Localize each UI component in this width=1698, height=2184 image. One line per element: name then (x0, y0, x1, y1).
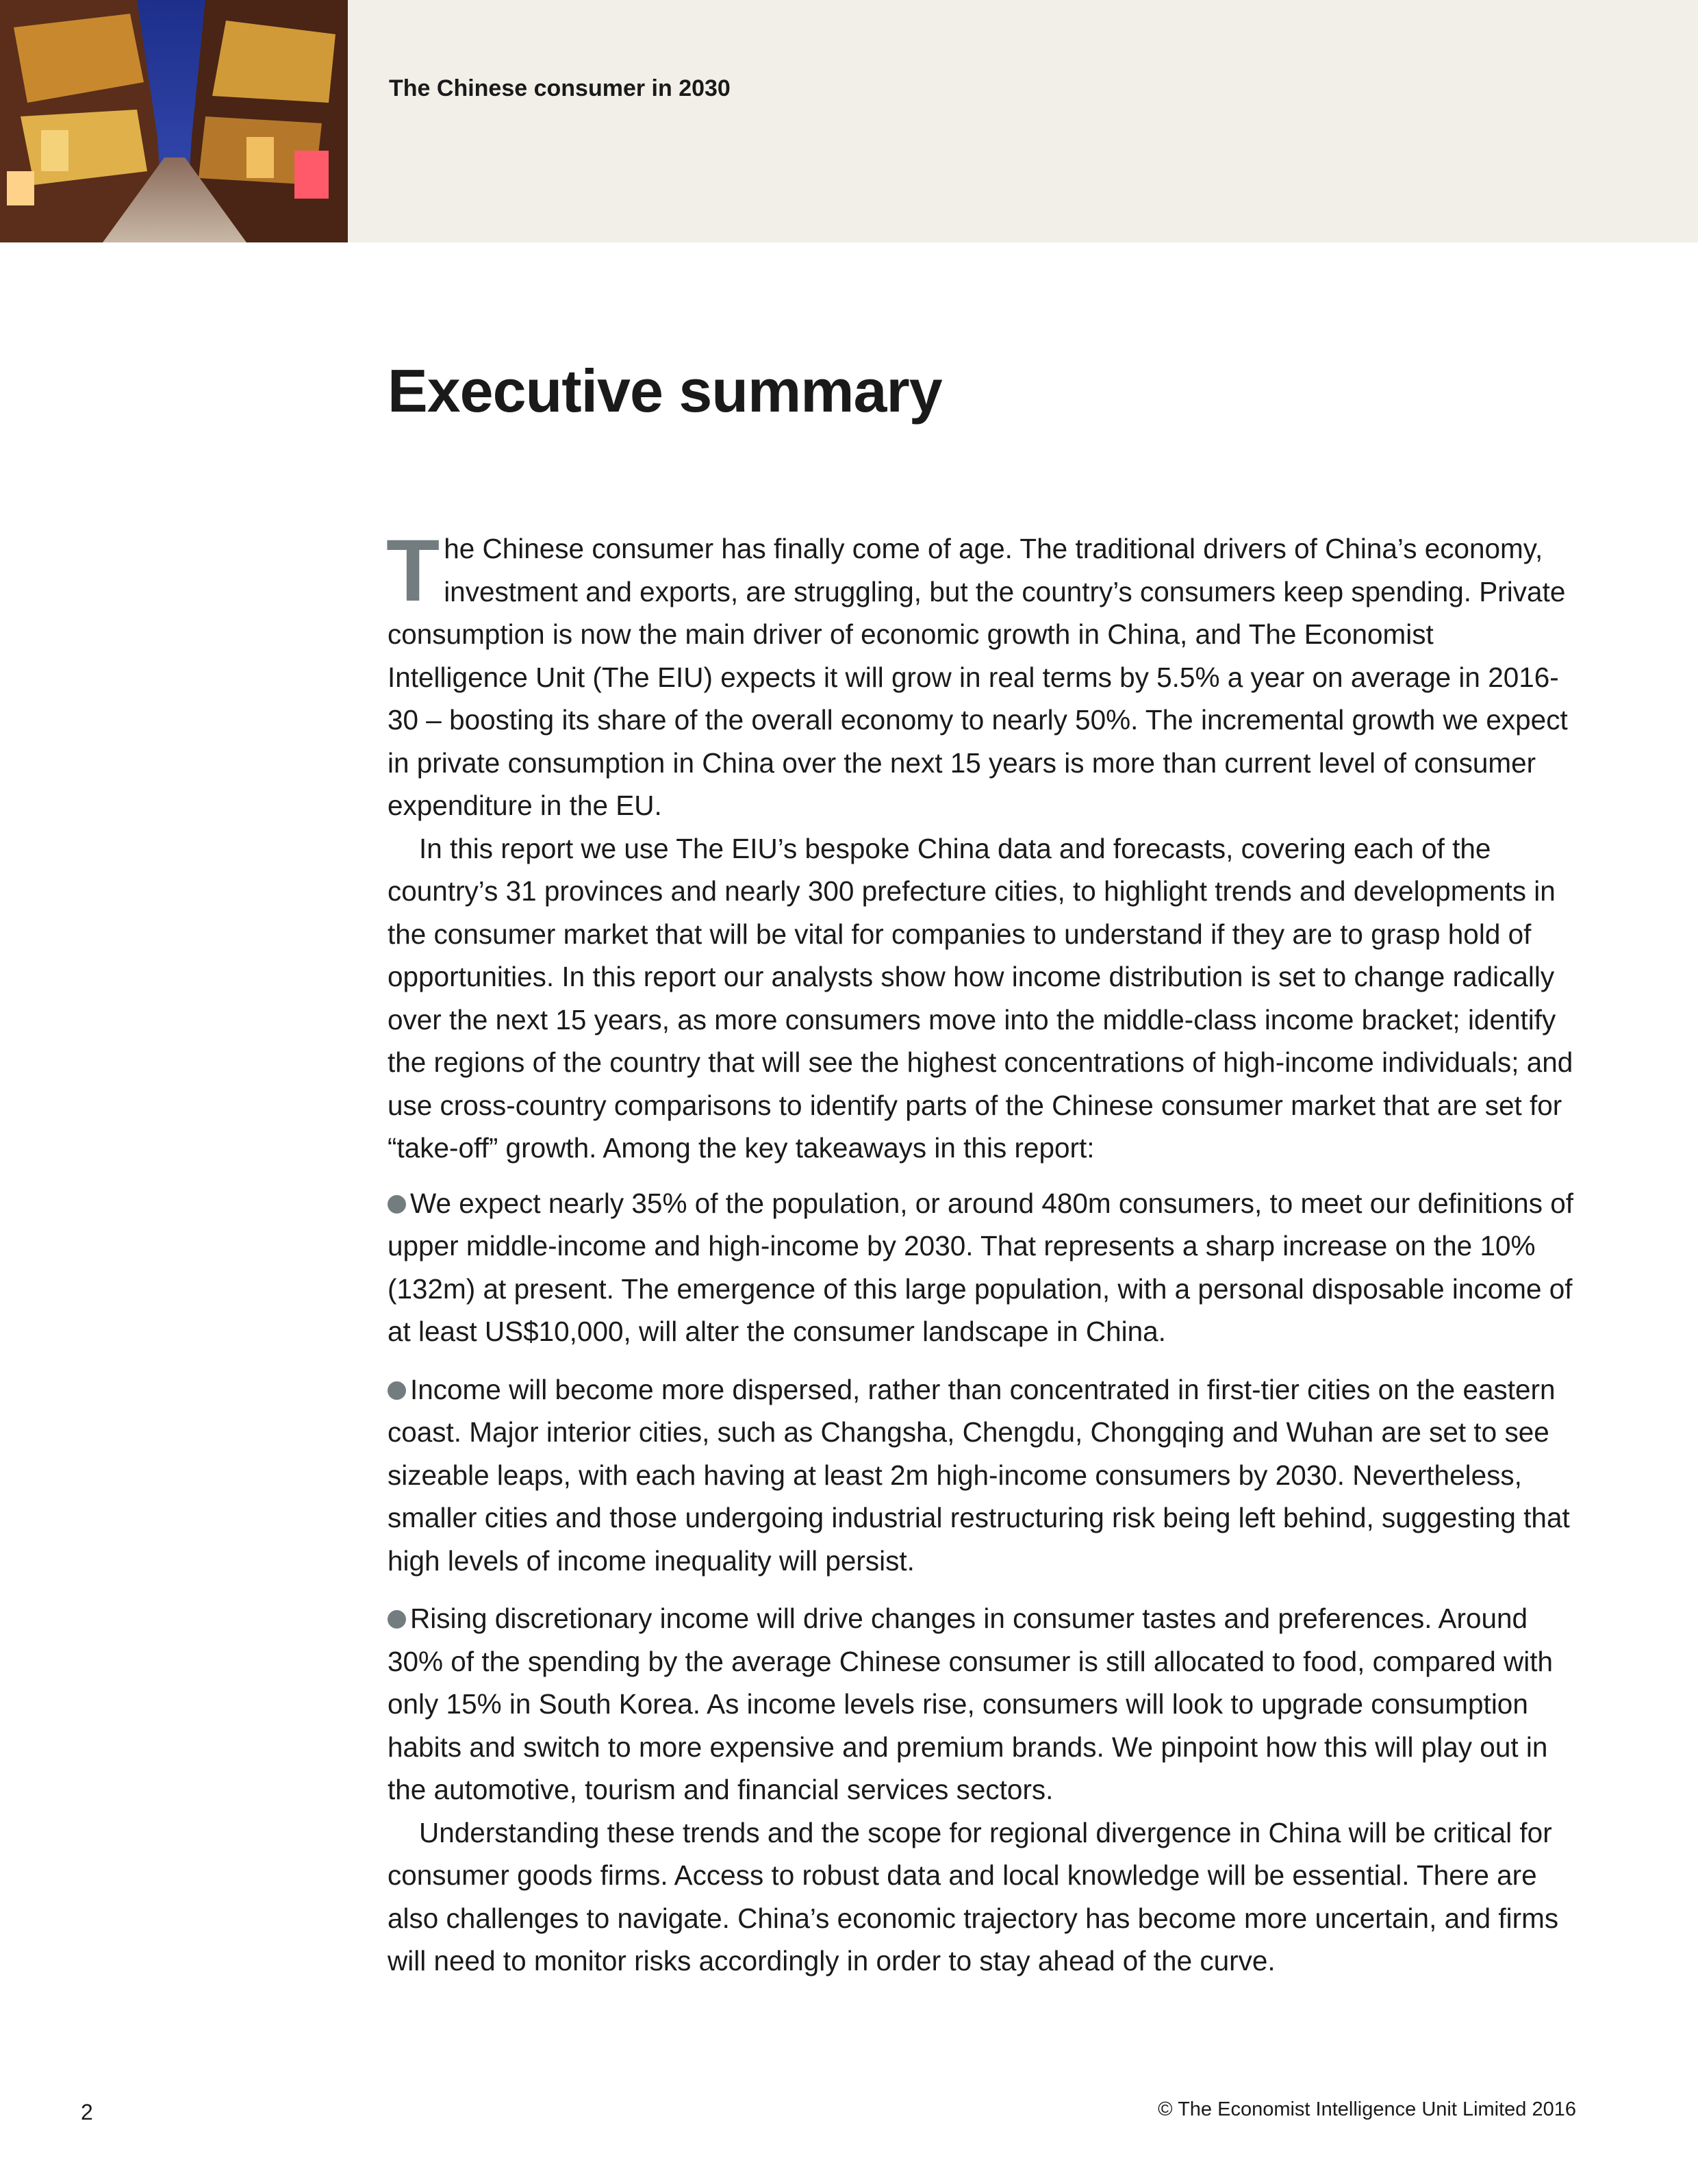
closing-paragraph: Understanding these trends and the scope for regional divergence in China will be critical for consumer goods firms. Access to robust data and local knowledge will be essential. There are also challenges to navigate. China’s economic trajectory has become more uncertain, and firms will need to monitor risks accordingly in order to stay ahead of the curve. (388, 1816, 1559, 1976)
paragraph-2: In this report we use The EIU’s bespoke China data and forecasts, covering each of the country’s 31 provinces and nearly 300 prefecture cities, to highlight trends and developments in the consumer market that will be vital for companies to understand if they are to grasp hold of opportunities. In this report our analysts show how income distribution is set to change radically over the next 15 years, as more consumers move into the middle-class income bracket; identify the regions of the country that will see the highest concentrations of high-income individuals; and use cross-country comparisons to identify parts of the Chinese consumer market that are set for “take-off” growth. Among the key takeaways in this report: (388, 832, 1573, 1164)
list-item (388, 1597, 1579, 1811)
list-item (388, 1368, 1579, 1583)
executive-summary-body (386, 522, 1579, 1983)
drop-cap: T (386, 522, 440, 620)
list-item-text: We expect nearly 35% of the population, or around 480m consumers, to meet our definitions of upper middle-income and high-income by 2030. That represents a sharp increase on the 10% (132m) at present. The emergence of this large population, with a personal disposable income of at least US$10,000, will alter the consumer landscape in China. (388, 1187, 1573, 1347)
bullet-icon (388, 1381, 406, 1400)
list-item (388, 1182, 1579, 1353)
list-item-text: Rising discretionary income will drive changes in consumer tastes and preferences. Around 30% of the spending by the average Chinese consumer is still allocated to food, compared with only 15% in South Korea. As income levels rise, consumers will look to upgrade consumption habits and switch to more expensive and premium brands. We pinpoint how this will play out in the automotive, tourism and financial services sectors. (388, 1603, 1553, 1805)
page-number: 2 (81, 2100, 93, 2124)
street-photo-icon (0, 0, 348, 242)
intro-paragraph (386, 522, 1579, 827)
list-item-text: Income will become more dispersed, rather than concentrated in first-tier cities on the eastern coast. Major interior cities, such as Changsha, Chengdu, Chongqing and Wuhan are set to see sizeable leaps, with each having at least 2m high-income consumers by 2030. Nevertheless, smaller cities and those undergoing industrial restructuring risk being left behind, suggesting that high levels of income inequality will persist. (388, 1373, 1570, 1577)
copyright-notice: © The Economist Intelligence Unit Limited 2016 (1158, 2098, 1576, 2120)
bullet-icon (388, 1610, 406, 1629)
page-title: Executive summary (388, 357, 942, 425)
intro-text: he Chinese consumer has finally come of age. The traditional drivers of China’s economy, investment and exports, are struggling, but the country’s consumers keep spending. Private consumption is now the main driver of economic growth in China, and The Economist Intelligence Unit (The EIU) expects it will grow in real terms by 5.5% a year on average in 2016-30 – boosting its share of the overall economy to nearly 50%. The incremental growth we expect in private consumption in China over the next 15 years is more than current level of consumer expenditure in the EU. (388, 533, 1568, 821)
running-title: The Chinese consumer in 2030 (389, 75, 731, 101)
bullet-icon (388, 1195, 406, 1214)
